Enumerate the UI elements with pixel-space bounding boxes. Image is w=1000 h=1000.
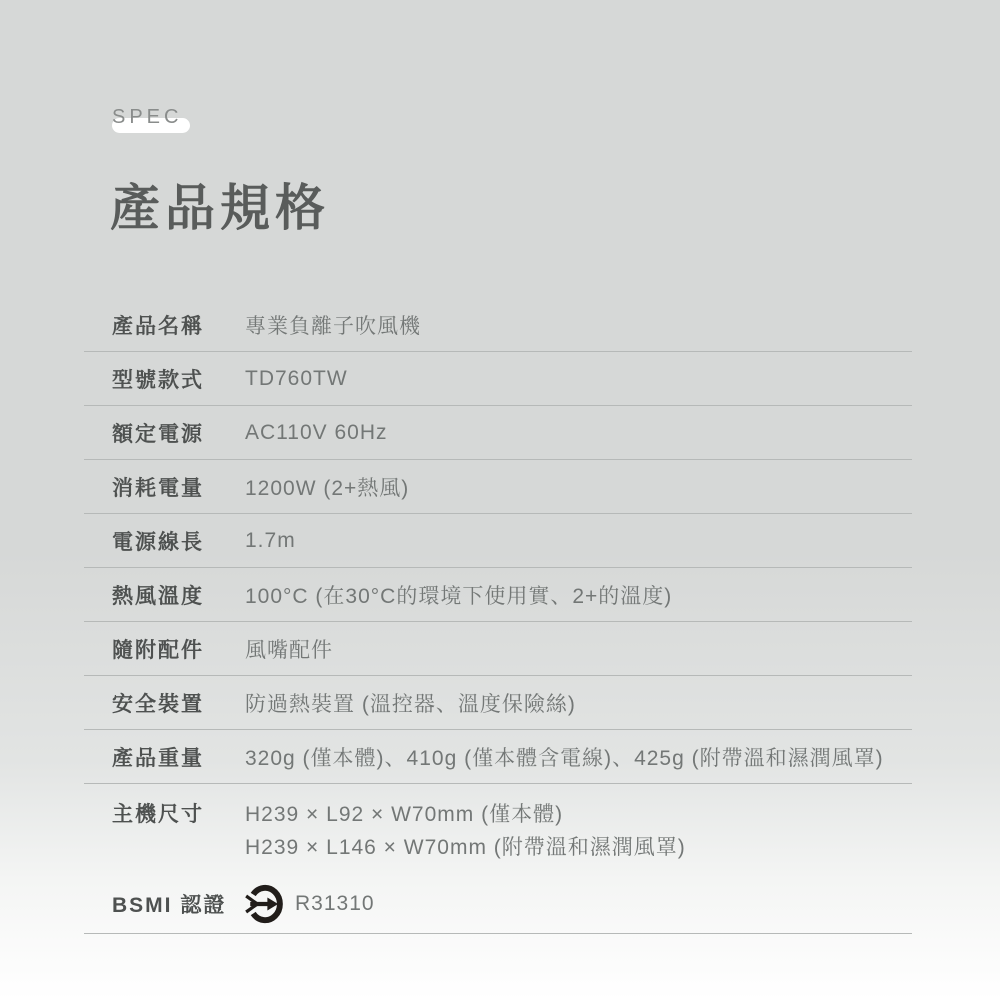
- table-row: [84, 676, 912, 730]
- row-value: 320g (僅本體)、410g (僅本體含電線)、425g (附帶溫和濕潤風罩): [245, 746, 884, 770]
- row-value: 防過熱裝置 (溫控器、溫度保險絲): [245, 692, 576, 716]
- table-row: [84, 298, 912, 352]
- row-value: 1200W (2+熱風): [245, 476, 410, 500]
- row-label: 消耗電量: [112, 476, 204, 500]
- row-value: TD760TW: [245, 366, 348, 390]
- spec-table: [84, 298, 912, 934]
- table-row: [84, 406, 912, 460]
- dimension-line-2: H239 × L146 × W70mm (附帶溫和濕潤風罩): [245, 836, 686, 859]
- table-row: [84, 730, 912, 784]
- bsmi-number: R31310: [295, 891, 375, 915]
- row-label: 主機尺寸: [112, 803, 204, 826]
- row-label: BSMI 認證: [112, 893, 227, 917]
- row-label: 熱風溫度: [112, 584, 204, 608]
- row-label: 安全裝置: [112, 692, 204, 716]
- row-label: 型號款式: [112, 368, 204, 392]
- table-row-bsmi: [84, 874, 912, 934]
- bsmi-value: [245, 883, 375, 925]
- row-label: 電源線長: [112, 530, 204, 554]
- row-value: 專業負離子吹風機: [245, 314, 421, 338]
- row-label: 產品名稱: [112, 314, 204, 338]
- row-value: 風嘴配件: [245, 638, 333, 662]
- row-value: 100°C (在30°C的環境下使用實、2+的溫度): [245, 584, 673, 608]
- table-row: [84, 622, 912, 676]
- row-value: 1.7m: [245, 528, 296, 552]
- row-value: AC110V 60Hz: [245, 420, 388, 444]
- row-value-lines: [245, 798, 686, 864]
- dimension-line-1: H239 × L92 × W70mm (僅本體): [245, 803, 564, 826]
- table-row: [84, 352, 912, 406]
- table-row: [84, 514, 912, 568]
- section-eyebrow: [112, 104, 232, 134]
- table-row: [84, 460, 912, 514]
- row-label: 隨附配件: [112, 638, 204, 662]
- page-title: 產品規格: [110, 179, 330, 236]
- bsmi-certification-icon: [245, 883, 285, 925]
- row-label: 額定電源: [112, 422, 204, 446]
- table-row-dimensions: [84, 784, 912, 874]
- table-row: [84, 568, 912, 622]
- eyebrow-label: SPEC: [112, 106, 183, 128]
- row-label: 產品重量: [112, 746, 204, 770]
